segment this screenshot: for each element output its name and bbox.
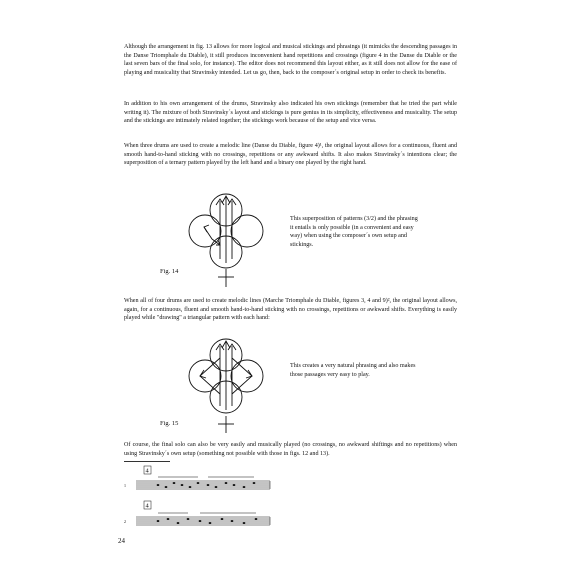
page-number: 24 xyxy=(118,537,125,545)
drum-left-circle xyxy=(189,360,221,392)
paragraph-four-drums: When all of four drums are used to create melodic lines (Marche Triomphale du Diable, figures 3, 4 and 9)², the original layout allows, again, for a continuous, fluent and smooth hand-to-hand sticking with no crossings, repetitions or awkward shifts. Everything is easily played while "drawing" a triangular pattern with each hand: xyxy=(124,298,457,322)
line-number-2: 2 xyxy=(124,519,126,524)
time-signature-1: 4 xyxy=(145,467,149,475)
line-number-1: 1 xyxy=(124,483,126,488)
paragraph-three-drums: When three drums are used to create a melodic line (Danse du Diable, figure 4)¹, the original layout allows for a continuous, fluent and smooth hand-to-hand sticking with no crossings, repetitions or any awkward shifts. It also makes Stravinsky´s intentions clear; the superposition of a ternary pattern played by the left hand and a binary one played by the right hand. xyxy=(124,143,457,167)
paragraph-fig13-discussion: Although the arrangement in fig. 13 allows for more logical and musical stickings and phrasings (it mimicks the descending passages in the Danse Triomphale du Diable), it still produces inconvenient hand repetitions and crossings (figure 4 in the Danse du Diable or the last seven bars of the final solo, for instance). The editor does not recommend this layout either, as it still does not allow for the ease of playing and musicality that Stravinsky intended. Let us go, then, back to the composer´s original setup in order to check its benefits. xyxy=(124,44,457,76)
footnote-rule xyxy=(124,461,170,462)
fig15-label: Fig. 15 xyxy=(160,420,179,427)
notes xyxy=(157,482,258,524)
fig14-caption: This superposition of patterns (3/2) and the phrasing it entails is only possible (in a convenient and easy way) when using the composer´s own setup and stickings. xyxy=(290,216,418,248)
music-notation-excerpt xyxy=(118,465,298,533)
drum-right-circle xyxy=(231,215,263,247)
fig15-caption: This creates a very natural phrasing and also makes those passages very easy to play. xyxy=(290,363,416,378)
fig14-drum-diagram xyxy=(176,185,276,289)
drum-right-circle xyxy=(231,360,263,392)
fig15-drum-diagram xyxy=(176,330,276,434)
time-signature-2: 4 xyxy=(145,502,149,510)
paragraph-final-solo: Of course, the final solo can also be very easily and musically played (no crossings, no awkward shiftings and no repetitions) when using Stravinsky´s own setup (something not possible with those in figs. 12 and 13). xyxy=(124,442,457,457)
paragraph-stravinsky-stickings: In addition to his own arrangement of the drums, Stravinsky also indicated his own stickings (remember that he tried the part while writing it). The mixture of both Stravinsky´s layout and stickings is pure genius in its simplicity, effectiveness and musicality. The setup and the stickings are intimately related together; the stickings work because of the setup and vice versa. xyxy=(124,101,457,125)
fig14-label: Fig. 14 xyxy=(160,268,179,275)
